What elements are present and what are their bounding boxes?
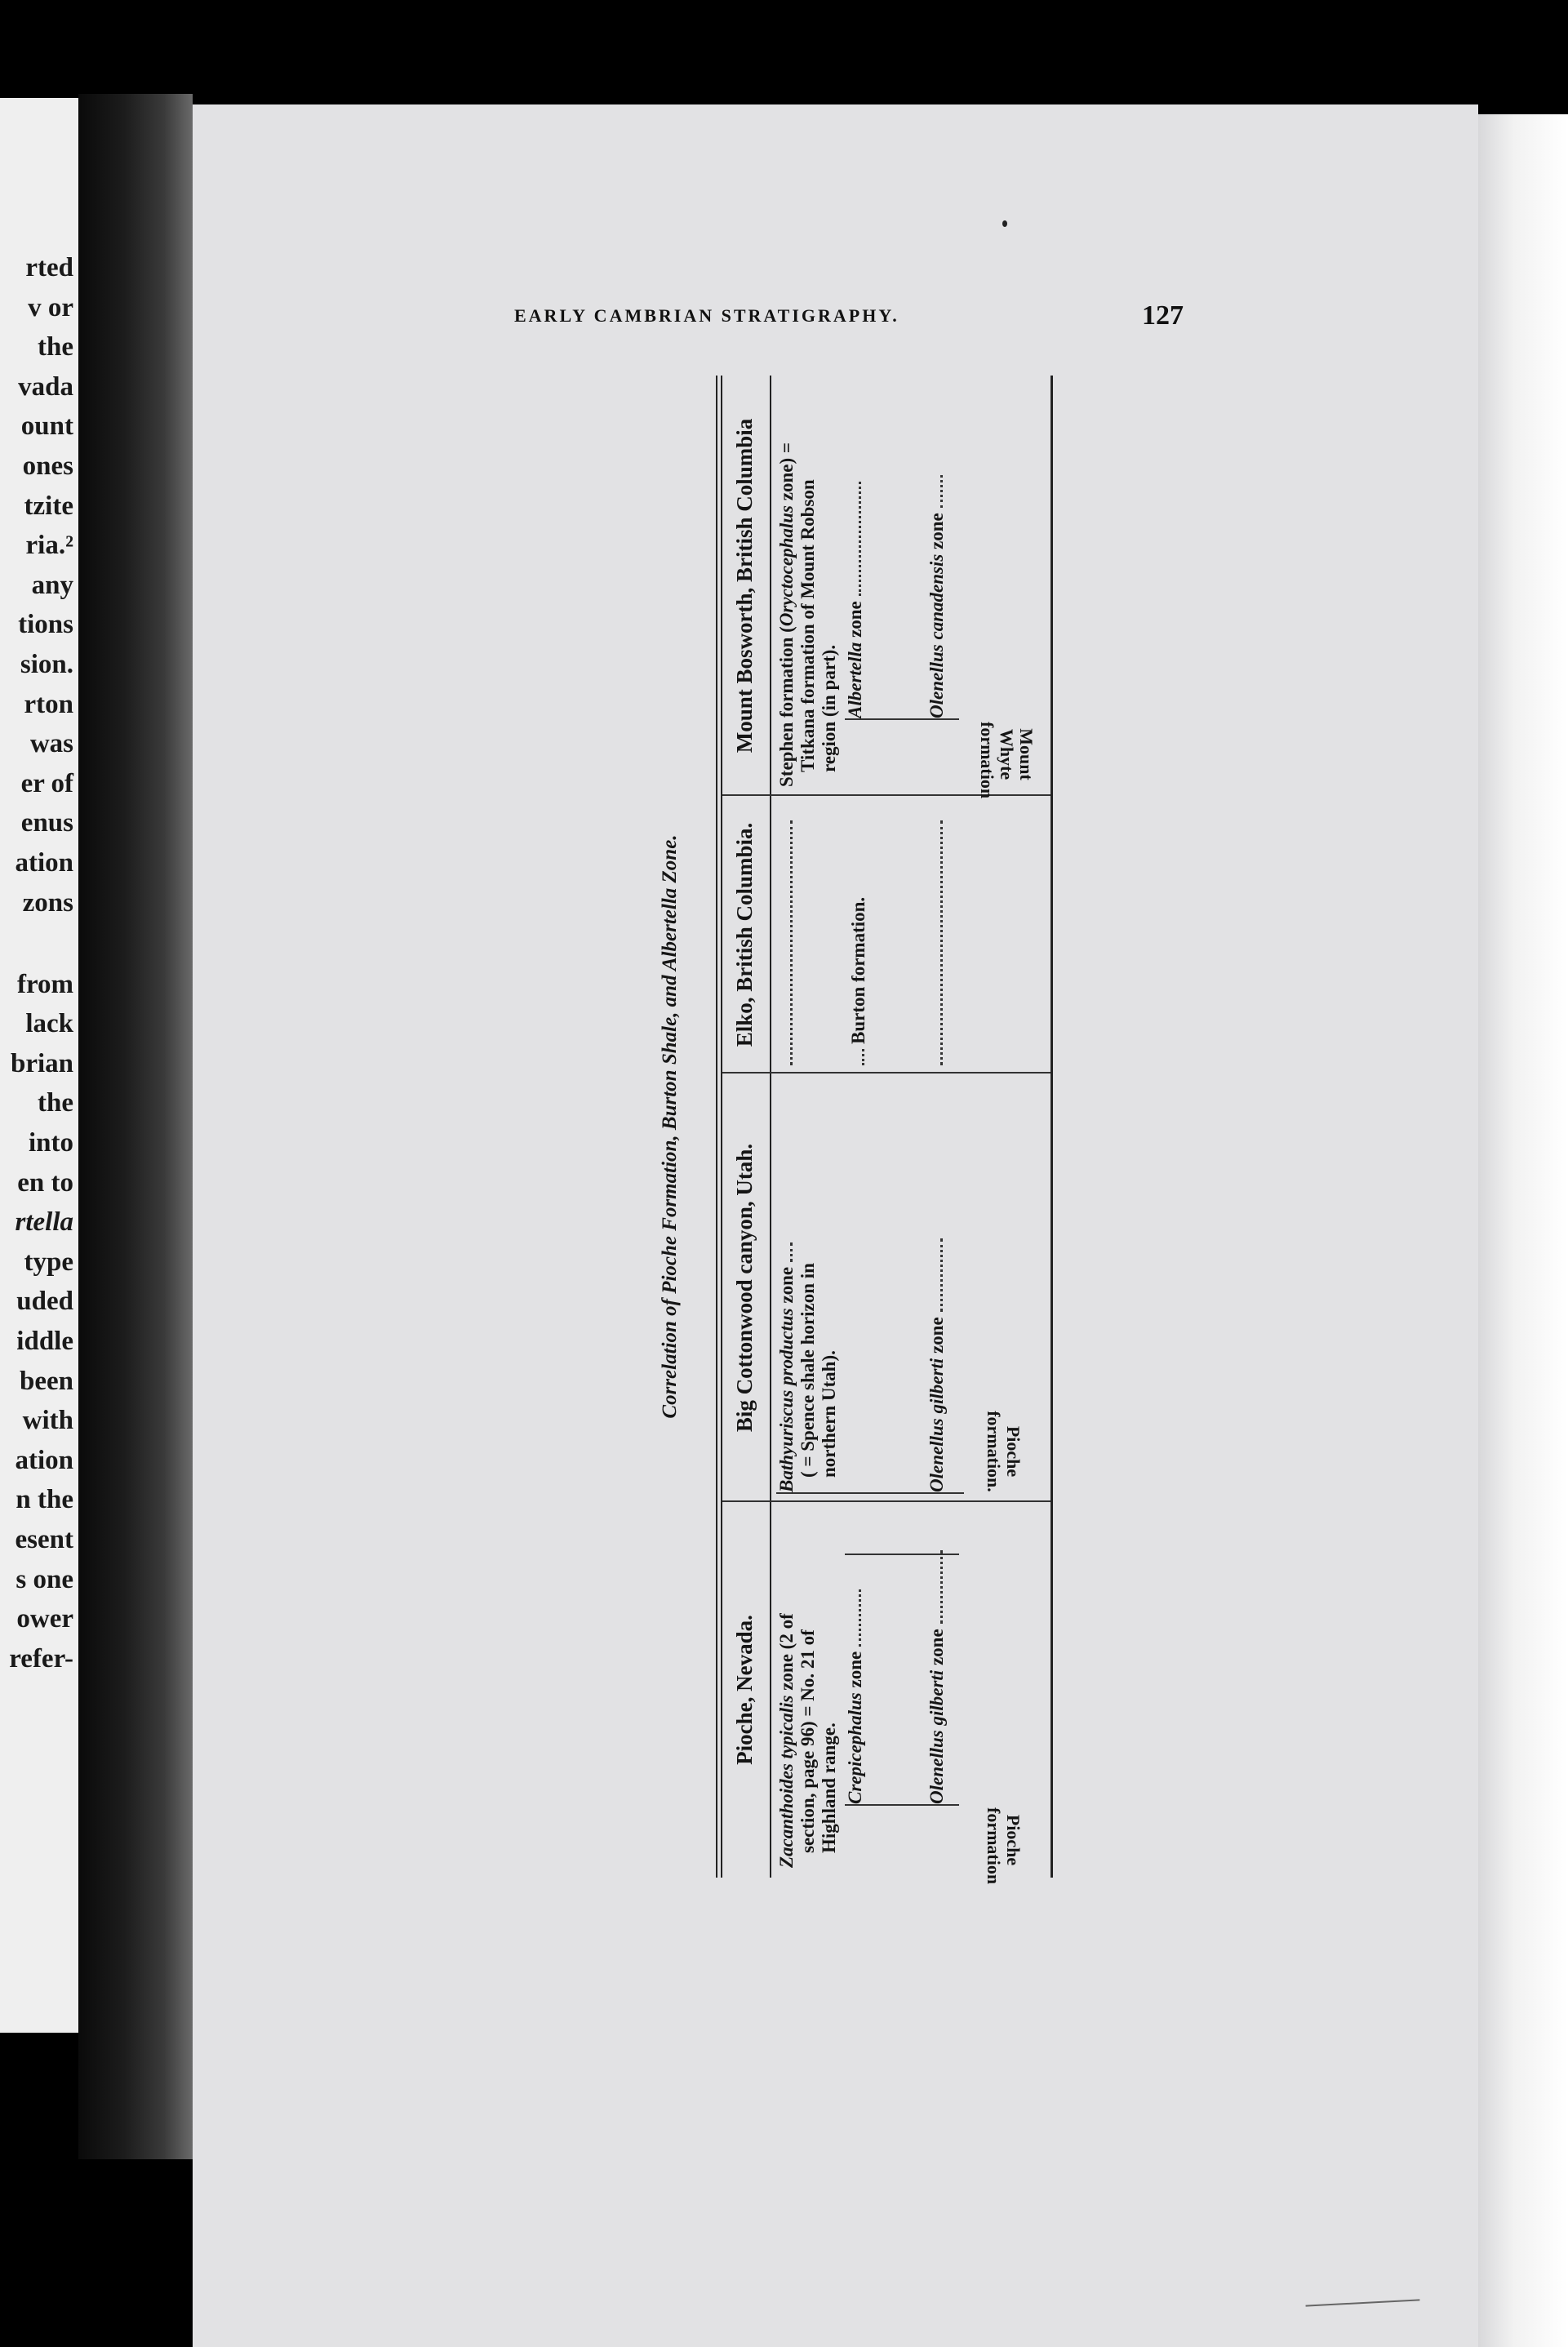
left-page-line-fragment: any	[31, 570, 73, 600]
left-page-line-fragment: esent	[15, 1525, 73, 1554]
elko-upper-dots	[776, 820, 797, 1065]
pioche-upper-zone-line3: Highland range.	[819, 1722, 839, 1853]
bosworth-titkana-formation: Titkana formation of Mount Robson	[797, 479, 818, 772]
left-page-line-fragment: iddle	[16, 1327, 73, 1356]
column-divider	[722, 794, 1051, 796]
left-page-line-fragment: er of	[20, 768, 73, 798]
pioche-brace-line	[845, 1804, 959, 1806]
running-title: EARLY CAMBRIAN STRATIGRAPHY.	[514, 305, 899, 326]
left-page-line-fragment: ation	[15, 848, 73, 878]
left-page-line-fragment: rted	[25, 253, 73, 282]
left-page-line-fragment: ower	[16, 1604, 73, 1634]
bosworth-stephen-formation: Stephen formation (Oryctocephalus zone) =	[776, 442, 797, 787]
left-page-line-fragment: zons	[22, 887, 73, 918]
table-header-rule	[770, 376, 771, 1878]
column-divider	[722, 1072, 1051, 1073]
column-header-pioche: Pioche, Nevada.	[732, 1615, 757, 1765]
column-header-elko: Elko, British Columbia.	[732, 822, 757, 1047]
left-page-line-fragment: from	[16, 969, 73, 999]
left-page-line-fragment: tions	[18, 610, 73, 640]
left-page-line-fragment: en to	[17, 1167, 73, 1198]
column-divider	[722, 1500, 1051, 1502]
correlation-table	[657, 376, 1065, 1885]
pioche-olenellus-zone: Olenellus gilberti zone	[926, 1550, 948, 1804]
left-page-line-fragment: refer-	[9, 1643, 73, 1674]
elko-lower-dots	[926, 820, 948, 1065]
left-page-line-fragment: n the	[16, 1485, 73, 1515]
cottonwood-bathyuriscus-zone: Bathyuriscus productus zone	[776, 1242, 797, 1492]
left-page-line-fragment: the	[38, 332, 73, 362]
cottonwood-brace-line	[776, 1492, 964, 1494]
cottonwood-northern-utah: northern Utah).	[819, 1350, 839, 1478]
left-page-line-fragment: into	[28, 1128, 73, 1158]
book-gutter	[78, 94, 193, 2159]
pioche-formation-brace-label: Pioche formation	[984, 1807, 1024, 1885]
bosworth-olenellus-canadensis-zone: Olenellus canadensis zone	[926, 475, 948, 718]
cottonwood-spence-shale: ( = Spence shale horizon in	[797, 1263, 818, 1478]
ink-speck	[1002, 220, 1007, 227]
pioche-crepicephalus-zone: Crepicephalus zone	[845, 1589, 866, 1804]
pioche-upper-zone: Zacanthoides typicalis zone (2 of	[776, 1613, 797, 1868]
pioche-brace-line-right	[845, 1554, 959, 1555]
bosworth-formation-brace-label: Mount Whyte formation	[977, 722, 1037, 799]
column-header-bosworth: Mount Bosworth, British Columbia	[732, 418, 757, 753]
page-header	[514, 300, 1184, 333]
left-page-line-fragment: the	[38, 1088, 73, 1118]
left-page-line-fragment: rton	[24, 689, 73, 719]
left-page-line-fragment: been	[20, 1366, 73, 1396]
left-page-line-fragment: ria.²	[25, 531, 73, 561]
left-page-line-fragment: ation	[15, 1445, 73, 1475]
left-page-line-fragment: v or	[28, 292, 73, 322]
bosworth-brace-line	[845, 718, 959, 720]
left-page-line-fragment: type	[24, 1247, 73, 1277]
left-page-line-fragment: was	[29, 729, 73, 759]
pioche-upper-zone-line2: section, page 96) = No. 21 of	[797, 1629, 818, 1853]
left-page-line-fragment: vada	[18, 371, 73, 402]
table-top-rule	[716, 376, 722, 1878]
bosworth-mount-robson-region: region (in part).	[819, 644, 839, 772]
bosworth-albertella-zone: Albertella zone	[845, 482, 866, 718]
page-edge	[1478, 114, 1568, 2347]
left-page-line-fragment: ones	[22, 451, 73, 481]
left-page-line-fragment: uded	[16, 1287, 73, 1317]
page-number: 127	[1142, 300, 1184, 331]
cottonwood-olenellus-zone: Olenellus gilberti zone	[926, 1238, 948, 1492]
left-page-line-fragment: rtella	[15, 1207, 73, 1238]
column-header-cottonwood: Big Cottonwood canyon, Utah.	[732, 1143, 757, 1433]
elko-burton-formation: Burton formation.	[848, 897, 869, 1065]
table-caption: Correlation of Pioche Formation, Burton Shale, and Albertella Zone.	[659, 834, 681, 1419]
cottonwood-formation-brace-label: Pioche formation.	[984, 1411, 1024, 1492]
left-page-line-fragment: enus	[20, 808, 73, 838]
left-page-line-fragment: lack	[25, 1009, 73, 1039]
left-page-fragment	[0, 98, 78, 2033]
left-page-line-fragment: with	[22, 1406, 73, 1436]
left-page-line-fragment: tzite	[24, 491, 73, 521]
left-page-line-fragment: s one	[16, 1564, 73, 1594]
table-bottom-rule	[1051, 376, 1053, 1878]
left-page-line-fragment: sion.	[20, 650, 73, 679]
left-page-line-fragment: ount	[20, 411, 73, 442]
left-page-line-fragment: brian	[10, 1048, 73, 1078]
